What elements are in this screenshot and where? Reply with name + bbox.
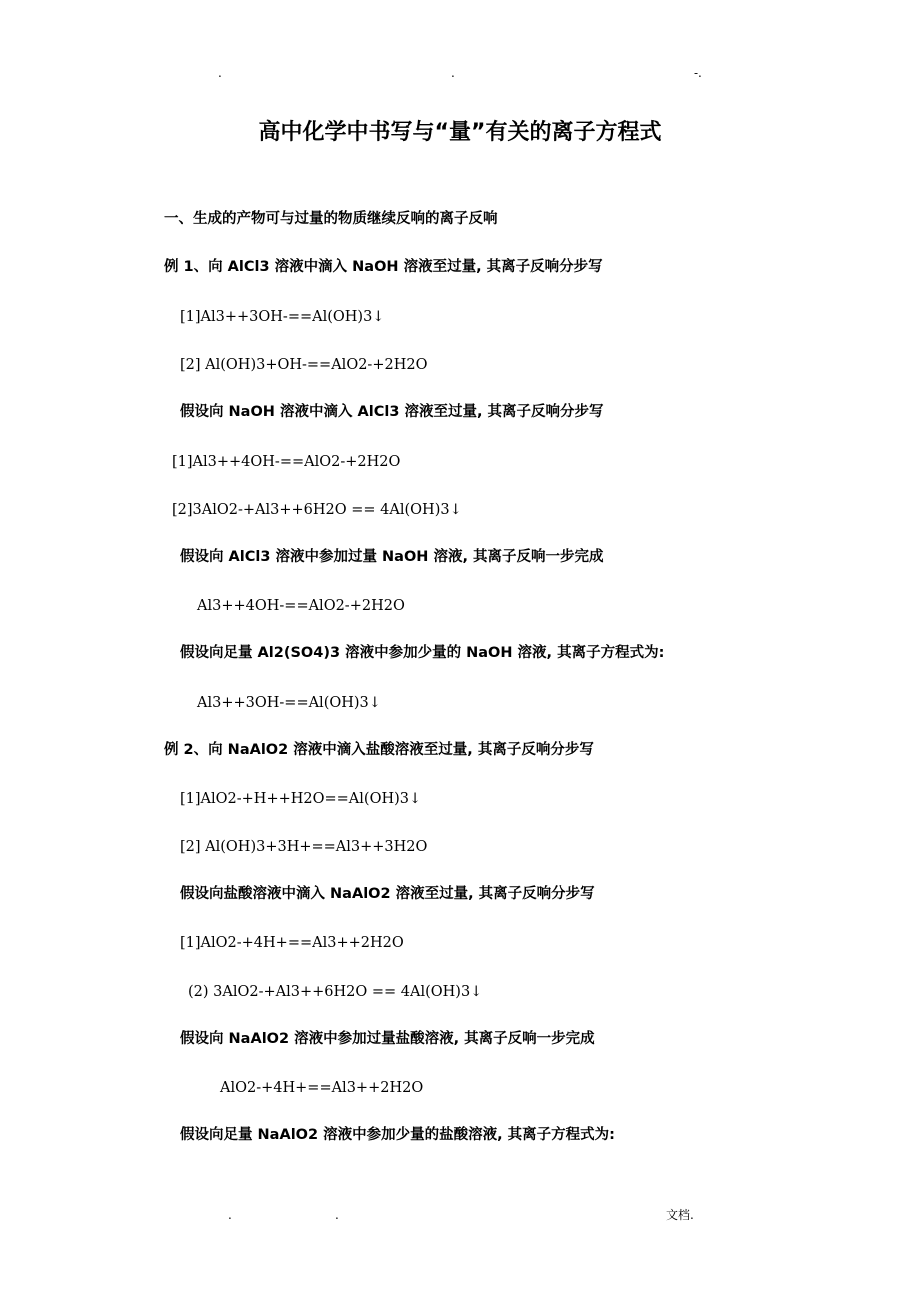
equation-line: [1]AlO2-+H++H2O==Al(OH)3↓ (180, 791, 422, 807)
text-line: 假设向足量 Al2(SO4)3 溶液中参加少量的 NaOH 溶液, 其离子方程式为: (180, 645, 665, 661)
header-dot-right: -. (694, 66, 702, 80)
text-line: 假设向盐酸溶液中滴入 NaAlO2 溶液至过量, 其离子反响分步写 (180, 886, 595, 902)
text-line: 假设向 NaOH 溶液中滴入 AlCl3 溶液至过量, 其离子反响分步写 (180, 404, 604, 420)
equation-line: [1]AlO2-+4H+==Al3++2H2O (180, 935, 404, 951)
equation-line: [1]Al3++3OH-==Al(OH)3↓ (180, 309, 385, 325)
equation-line: Al3++3OH-==Al(OH)3↓ (197, 695, 381, 711)
text-line: 假设向 AlCl3 溶液中参加过量 NaOH 溶液, 其离子反响一步完成 (180, 549, 604, 565)
equation-line: [2]3AlO2-+Al3++6H2O == 4Al(OH)3↓ (172, 502, 462, 518)
page-title: 高中化学中书写与“量”有关的离子方程式 (258, 120, 662, 145)
example-1-heading: 例 1、向 AlCl3 溶液中滴入 NaOH 溶液至过量, 其离子反响分步写 (164, 259, 603, 275)
text-line: 假设向足量 NaAlO2 溶液中参加少量的盐酸溶液, 其离子方程式为: (180, 1127, 615, 1143)
equation-line: [2] Al(OH)3+OH-==AlO2-+2H2O (180, 357, 428, 373)
section-heading: 一、生成的产物可与过量的物质继续反响的离子反响 (164, 211, 498, 227)
equation-line: [2] Al(OH)3+3H+==Al3++3H2O (180, 839, 428, 855)
text-line: 假设向 NaAlO2 溶液中参加过量盐酸溶液, 其离子反响一步完成 (180, 1031, 595, 1047)
equation-line: (2) 3AlO2-+Al3++6H2O == 4Al(OH)3↓ (188, 984, 483, 1000)
equation-line: AlO2-+4H+==Al3++2H2O (220, 1080, 424, 1096)
example-2-heading: 例 2、向 NaAlO2 溶液中滴入盐酸溶液至过量, 其离子反响分步写 (164, 742, 594, 758)
equation-line: Al3++4OH-==AlO2-+2H2O (197, 598, 405, 614)
footer-label: 文档. (666, 1208, 694, 1222)
header-dot-left: . (218, 66, 222, 80)
header-dot-mid: . (451, 66, 455, 80)
footer-dot: . (335, 1208, 339, 1222)
equation-line: [1]Al3++4OH-==AlO2-+2H2O (172, 454, 401, 470)
footer-dot: . (228, 1208, 232, 1222)
